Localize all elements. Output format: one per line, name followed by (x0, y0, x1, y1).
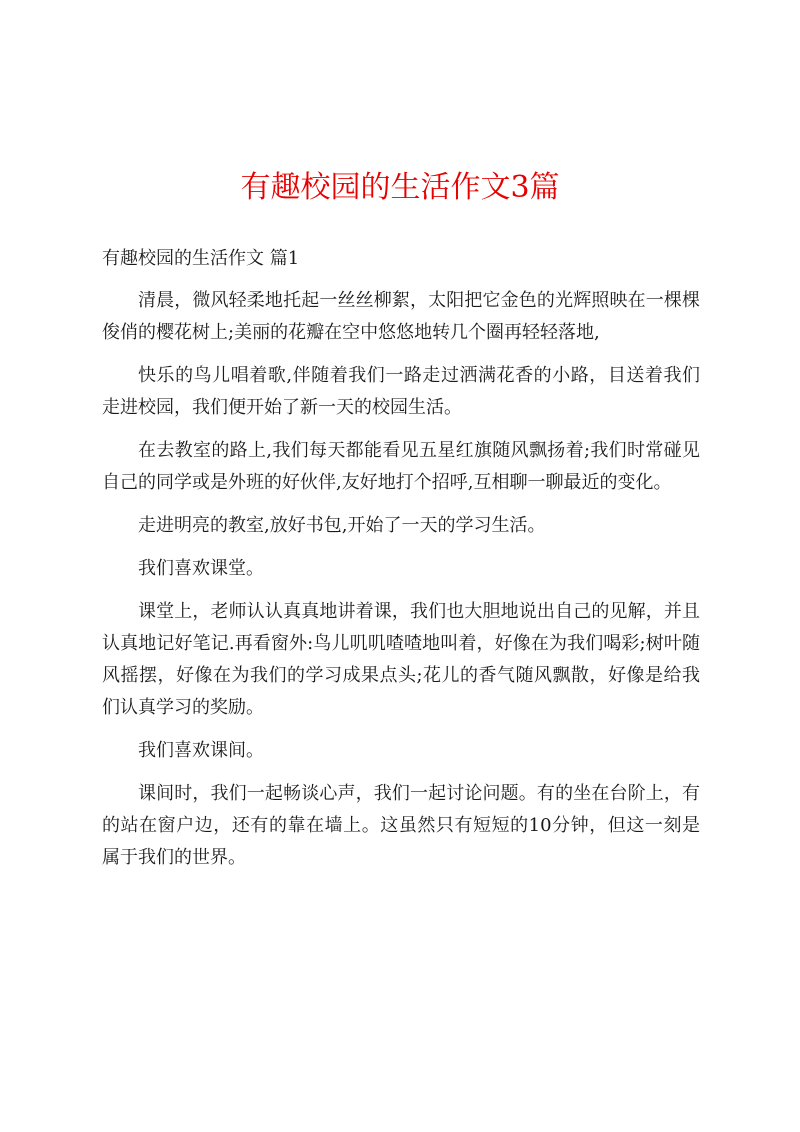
body-text (102, 285, 700, 885)
paragraph-5: 我们喜欢课堂。 (138, 558, 264, 579)
paragraph-1: 清晨，微风轻柔地托起一丝丝柳絮，太阳把它金色的光辉照映在一棵棵俊俏的樱花树上;美丽的花瓣在空中悠悠地转几个圈再轻轻落地, (102, 290, 700, 343)
section-heading: 有趣校园的生活作文 篇1 (102, 248, 300, 269)
paragraph-8: 课间时，我们一起畅谈心声，我们一起讨论问题。有的坐在台阶上，有的站在窗户边，还有的靠在墙上。这虽然只有短短的10分钟，但这一刻是属于我们的世界。 (102, 783, 700, 868)
paragraph-2: 快乐的鸟儿唱着歌,伴随着我们一路走过洒满花香的小路，目送着我们走进校园，我们便开始了新一天的校园生活。 (102, 365, 700, 418)
paragraph-4: 走进明亮的教室,放好书包,开始了一天的学习生活。 (138, 515, 546, 536)
paragraph-3: 在去教室的路上,我们每天都能看见五星红旗随风飘扬着;我们时常碰见自己的同学或是外班的好伙伴,友好地打个招呼,互相聊一聊最近的变化。 (102, 440, 700, 493)
paragraph-6: 课堂上，老师认认真真地讲着课，我们也大胆地说出自己的见解，并且认真地记好笔记.再看窗外:鸟儿叽叽喳喳地叫着，好像在为我们喝彩;树叶随风摇摆，好像在为我们的学习成果点头;花儿的香气随风飘散，好像是给我们认真学习的奖励。 (102, 601, 700, 718)
paragraph-7: 我们喜欢课间。 (138, 740, 264, 761)
document-title: 有趣校园的生活作文3篇 (240, 170, 560, 205)
